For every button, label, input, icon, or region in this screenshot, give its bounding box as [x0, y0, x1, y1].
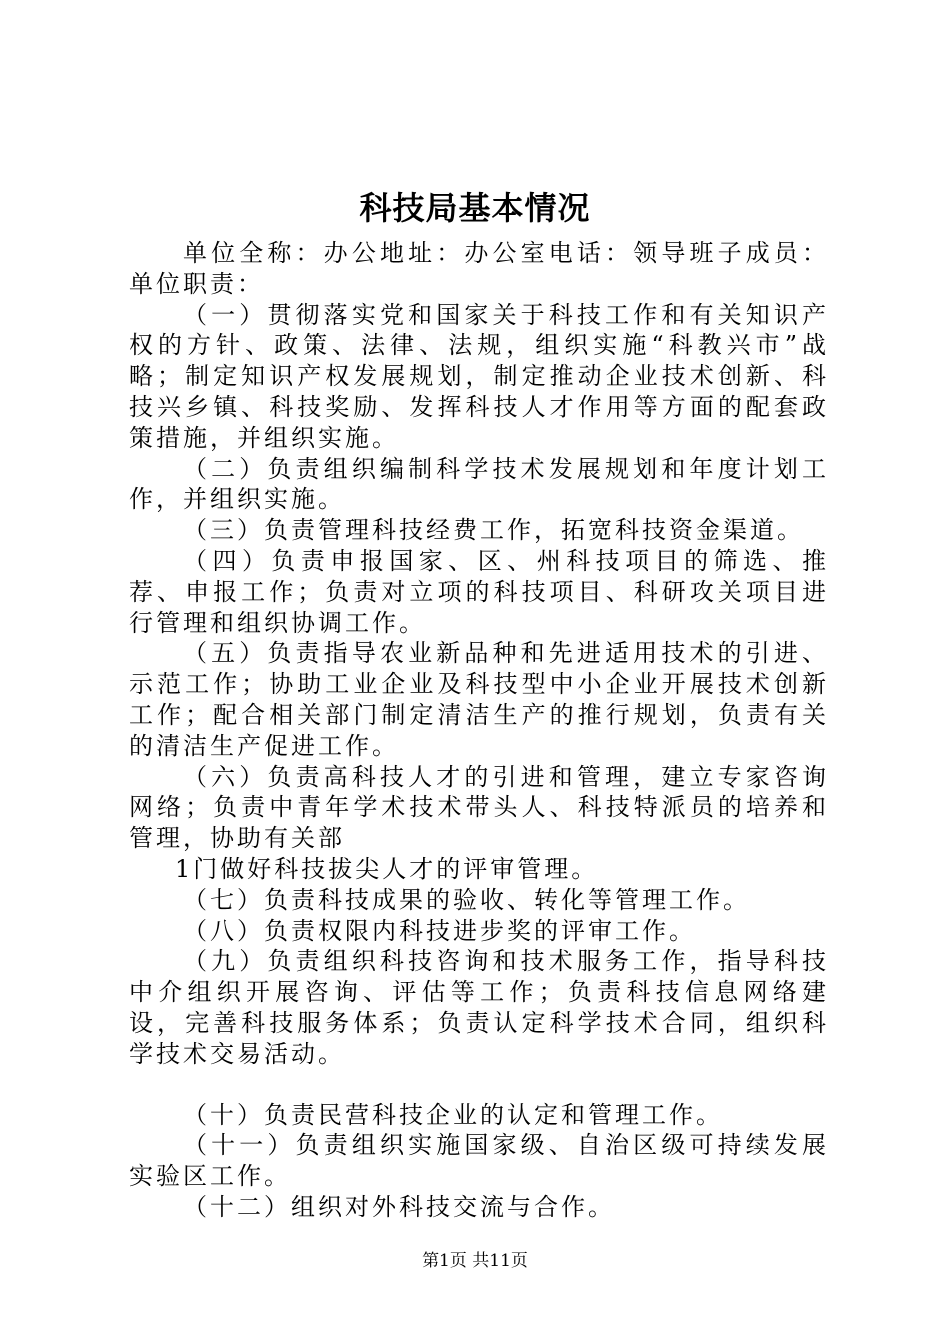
paragraph-duty-9: （九）负责组织科技咨询和技术服务工作，指导科技中介组织开展咨询、评估等工作；负责科技信息网络建设，完善科技服务体系；负责认定科学技术合同，组织科学技术交易活动。 — [129, 947, 829, 1068]
paragraph-duty-11: （十一）负责组织实施国家级、自治区级可持续发展实验区工作。 — [129, 1131, 829, 1191]
paragraph-duty-6-continued: 1门做好科技拔尖人才的评审管理。 — [175, 854, 599, 883]
paragraph-duty-7: （七）负责科技成果的验收、转化等管理工作。 — [183, 885, 750, 914]
paragraph-duty-5: （五）负责指导农业新品种和先进适用技术的引进、示范工作；协助工业企业及科技型中小企业开展技术创新工作；配合相关部门制定清洁生产的推行规划，负责有关的清洁生产促进工作。 — [129, 639, 829, 760]
document-title: 科技局基本情况 — [359, 189, 591, 227]
paragraph-duty-2: （二）负责组织编制科学技术发展规划和年度计划工作，并组织实施。 — [129, 454, 829, 514]
paragraph-duty-12: （十二）组织对外科技交流与合作。 — [183, 1192, 615, 1221]
page-footer: 第1页 共11页 — [422, 1251, 528, 1271]
paragraph-duty-4: （四）负责申报国家、区、州科技项目的筛选、推荐、申报工作；负责对立项的科技项目、科研攻关项目进行管理和组织协调工作。 — [129, 546, 829, 637]
paragraph-unit-info: 单位全称：办公地址：办公室电话：领导班子成员：单位职责： — [129, 239, 829, 298]
paragraph-duty-1: （一）贯彻落实党和国家关于科技工作和有关知识产权的方针、政策、法律、法规，组织实施“科教兴市”战略；制定知识产权发展规划，制定推动企业技术创新、科技兴乡镇、科技奖励、发挥科技人才作用等方面的配套政策措施，并组织实施。 — [129, 300, 829, 452]
paragraph-duty-6: （六）负责高科技人才的引进和管理，建立专家咨询网络；负责中青年学术技术带头人、科技特派员的培养和管理，协助有关部 — [129, 762, 829, 853]
paragraph-duty-8: （八）负责权限内科技进步奖的评审工作。 — [183, 916, 696, 945]
document-body — [129, 238, 829, 1223]
paragraph-duty-3: （三）负责管理科技经费工作，拓宽科技资金渠道。 — [183, 516, 804, 545]
paragraph-duty-10: （十）负责民营科技企业的认定和管理工作。 — [183, 1100, 723, 1129]
